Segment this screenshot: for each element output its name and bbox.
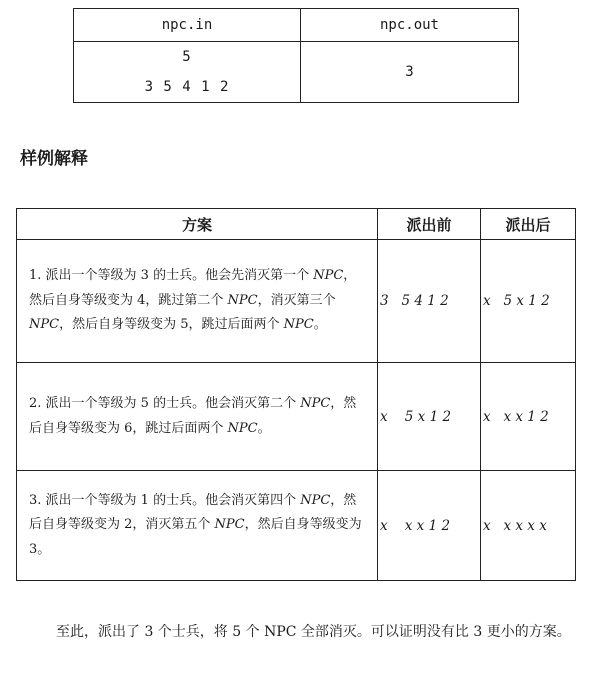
plan-description: 1. 派出一个等级为 3 的士兵。他会先消灭第一个 NPC，然后自身等级变为 4，跳过第二个 NPC，消灭第三个 NPC，然后自身等级变为 5，跳过后面两个 NPC。 [17,240,378,363]
section-title: 样例解释 [20,149,88,169]
plan-description: 3. 派出一个等级为 1 的士兵。他会消灭第四个 NPC，然后自身等级变为 2，消灭第五个 NPC，然后自身等级变为 3。 [17,471,378,581]
io-header-out: npc.out [301,9,519,42]
io-input-cell [74,42,301,103]
input-line: 5 [182,49,192,65]
io-header-in: npc.in [74,9,301,42]
io-data-row [74,42,519,103]
input-line: 3 5 4 1 2 [144,79,230,95]
plan-header-row [17,209,576,240]
table-row [17,240,576,363]
state-after: x 5 x 1 2 [481,240,576,363]
header-plan: 方案 [17,209,378,240]
state-before: x 5 x 1 2 [378,363,481,471]
header-after: 派出后 [481,209,576,240]
conclusion-text: 至此，派出了 3 个士兵，将 5 个 NPC 全部消灭。可以证明没有比 3 更小的方案。 [56,624,571,640]
state-after: x x x 1 2 [481,363,576,471]
table-row [17,363,576,471]
sample-io-table [73,8,519,103]
state-after: x x x x x [481,471,576,581]
io-header-row [74,9,519,42]
header-before: 派出前 [378,209,481,240]
plan-description: 2. 派出一个等级为 5 的士兵。他会消灭第二个 NPC，然后自身等级变为 6，跳过后面两个 NPC。 [17,363,378,471]
state-before: x x x 1 2 [378,471,481,581]
table-row [17,471,576,581]
explanation-table [16,208,576,581]
state-before: 3 5 4 1 2 [378,240,481,363]
io-output-cell: 3 [301,42,519,103]
